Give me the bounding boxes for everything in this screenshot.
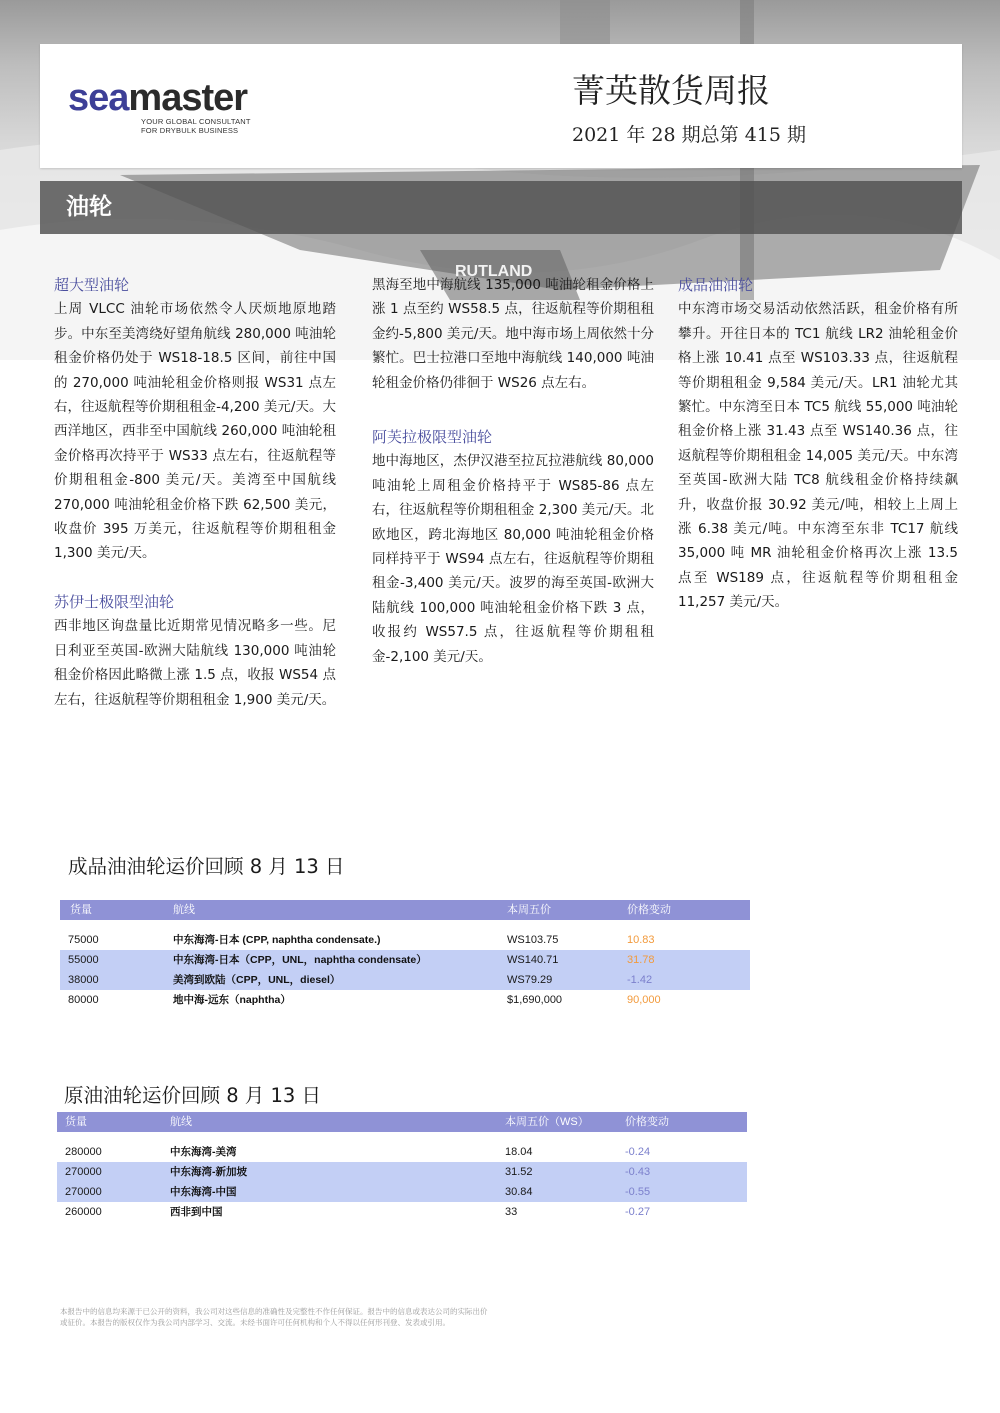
cell-route: 中东海湾-美湾: [170, 1146, 237, 1158]
product-text: 中东湾市场交易活动依然活跃，租金价格有所攀升。开往日本的 TC1 航线 LR2 油轮租金价格上涨 10.41 点至 WS103.33 点，往返航程等价期租租金 9,584 美元/天。LR1 油轮尤其繁忙。中东湾至日本 TC5 航线 55,000 吨油轮租金价格上涨 31.43 点至 WS140.36 点，往返航程等价期租租金 14,005 美元/天。中东湾至英国-欧洲大陆 TC8 航线租金价格持续飙升，收盘价报 30.92 美元/吨，相较上上周上涨 6.38 美元/吨。中东湾至东非 TC17 航线 35,000 吨 MR 油轮租金价格再次上涨 13.5 点至 WS189 点，往返航程等价期租租金 11,257 美元/天。: [678, 301, 958, 611]
cell-cargo: 38000: [68, 974, 99, 986]
aframax-heading: 阿芙拉极限型油轮: [372, 428, 493, 447]
product-heading: 成品油油轮: [678, 276, 754, 294]
cell-route: 地中海-远东（naphtha）: [173, 994, 291, 1006]
cell-route: 中东海湾-新加坡: [170, 1166, 247, 1178]
cell-route: 中东海湾-中国: [170, 1186, 237, 1198]
table-row: [60, 930, 750, 950]
cell-cargo: 80000: [68, 994, 99, 1006]
header-cargo: 货量: [65, 1116, 87, 1128]
cell-route: 中东海湾-日本（CPP，UNL，naphtha condensate）: [173, 954, 427, 966]
table-row: [60, 970, 750, 990]
header-change: 价格变动: [625, 1116, 669, 1128]
header-route: 航线: [173, 904, 195, 916]
header-cargo: 货量: [70, 904, 92, 916]
header-price: 本周五价: [507, 904, 551, 916]
logo-sea: sea: [68, 77, 129, 119]
cell-change: 31.78: [627, 954, 655, 966]
cell-route: 西非到中国: [170, 1206, 223, 1218]
section-title: 油轮: [66, 194, 112, 220]
product-table-title: 成品油油轮运价回顾 8 月 13 日: [68, 855, 345, 878]
cell-price: $1,690,000: [507, 994, 563, 1006]
header-price: 本周五价（WS）: [505, 1116, 589, 1128]
crude-rate-table: [57, 1112, 747, 1222]
tagline-line1: YOUR GLOBAL CONSULTANT: [141, 117, 251, 126]
report-title: 菁英散货周报: [572, 71, 770, 110]
cell-route: 中东海湾-日本 (CPP, naphtha condensate.): [173, 934, 381, 946]
cell-change: -0.55: [625, 1186, 651, 1198]
cell-change: -0.24: [625, 1146, 651, 1158]
vlcc-heading: 超大型油轮: [54, 276, 130, 294]
crude-table-title: 原油油轮运价回顾 8 月 13 日: [64, 1084, 322, 1107]
cell-cargo: 55000: [68, 954, 99, 966]
table-row: [57, 1162, 747, 1182]
header-change: 价格变动: [627, 904, 671, 916]
table-header: [57, 1112, 747, 1132]
table-row: [60, 990, 750, 1010]
aframax-text: 地中海地区，杰伊汉港至拉瓦拉港航线 80,000 吨油轮上周租金价格持平于 WS85-86 点左右，往返航程等价期租租金 2,300 美元/天。北欧地区，跨北海地区 80,000 吨油轮租金价格同样持平于 WS94 点左右，往返航程等价期租租金-3,400 美元/天。波罗的海至英国-欧洲大陆航线 100,000 吨油轮租金价格下跌 3 点，收报约 WS57.5 点，往返航程等价期租租金-2,100 美元/天。: [372, 453, 654, 665]
blacksea-text: 黑海至地中海航线 135,000 吨油轮租金价格上涨 1 点至约 WS58.5 点，往返航程等价期租租金约-5,800 美元/天。地中海市场上周依然十分繁忙。巴士拉港口至地中海航线 140,000 吨油轮租金价格仍徘徊于 WS26 点左右。: [372, 277, 654, 391]
cell-route: 美湾到欧陆（CPP，UNL，diesel）: [173, 974, 341, 986]
cell-price: WS140.71: [507, 954, 559, 966]
product-rate-table: [60, 900, 750, 1010]
seamaster-logo: [68, 76, 247, 120]
table-row: [57, 1182, 747, 1202]
suezmax-text: 西非地区询盘量比近期常见情况略多一些。尼日利亚至英国-欧洲大陆航线 130,000 吨油轮租金价格因此略微上涨 1.5 点，收报 WS54 点左右，往返航程等价期租租金 1,900 美元/天。: [54, 618, 336, 708]
cell-change: -1.42: [627, 974, 653, 986]
ship-name-label: RUTLAND: [455, 263, 533, 280]
section-bar: [40, 181, 962, 234]
disclaimer: 本报告中的信息均来源于已公开的资料，我公司对这些信息的准确性及完整性不作任何保证。报告中的信息或表达公司的实际出价或征价。本报告的版权仅作为我公司内部学习、交流。未经书面许可任何机构和个人不得以任何形刊登、发表或引用。: [60, 1307, 488, 1327]
cell-cargo: 280000: [65, 1146, 102, 1158]
table-header: [60, 900, 750, 920]
report-issue: 2021 年 28 期总第 415 期: [572, 124, 806, 146]
table-row: [57, 1142, 747, 1162]
cell-price: 31.52: [505, 1166, 533, 1178]
cell-price: 18.04: [505, 1146, 533, 1158]
cell-change: -0.27: [625, 1206, 651, 1218]
column-3: [678, 273, 958, 615]
column-1: [54, 273, 336, 712]
cell-price: 33: [505, 1206, 518, 1218]
table-row: [60, 950, 750, 970]
cell-cargo: 270000: [65, 1166, 102, 1178]
cell-cargo: 260000: [65, 1206, 102, 1218]
vlcc-text: 上周 VLCC 油轮市场依然令人厌烦地原地踏步。中东至美湾绕好望角航线 280,000 吨油轮租金价格仍处于 WS18-18.5 区间，前往中国的 270,000 吨油轮租金价格则报 WS31 点左右，往返航程等价期租租金-4,200 美元/天。大西洋地区，西非至中国航线 260,000 吨油轮租金价格再次持平于 WS33 点左右，往返航程等价期租租金-800 美元/天。美湾至中国航线 270,000 吨油轮租金价格下跌 62,500 美元，收盘价 395 万美元，往返航程等价期租租金 1,300 美元/天。: [54, 301, 336, 562]
cell-change: 10.83: [627, 934, 655, 946]
cell-price: WS79.29: [507, 974, 553, 986]
table-row: [57, 1202, 747, 1222]
logo-tagline: [141, 117, 251, 135]
cell-cargo: 75000: [68, 934, 99, 946]
header-route: 航线: [170, 1116, 192, 1128]
tagline-line2: FOR DRYBULK BUSINESS: [141, 126, 239, 135]
logo-master: master: [128, 77, 248, 119]
cell-price: 30.84: [505, 1186, 533, 1198]
cell-change: -0.43: [625, 1166, 651, 1178]
suezmax-heading: 苏伊士极限型油轮: [54, 592, 175, 611]
cell-change: 90,000: [627, 994, 661, 1006]
cell-cargo: 270000: [65, 1186, 102, 1198]
cell-price: WS103.75: [507, 934, 559, 946]
column-2: [372, 273, 654, 669]
